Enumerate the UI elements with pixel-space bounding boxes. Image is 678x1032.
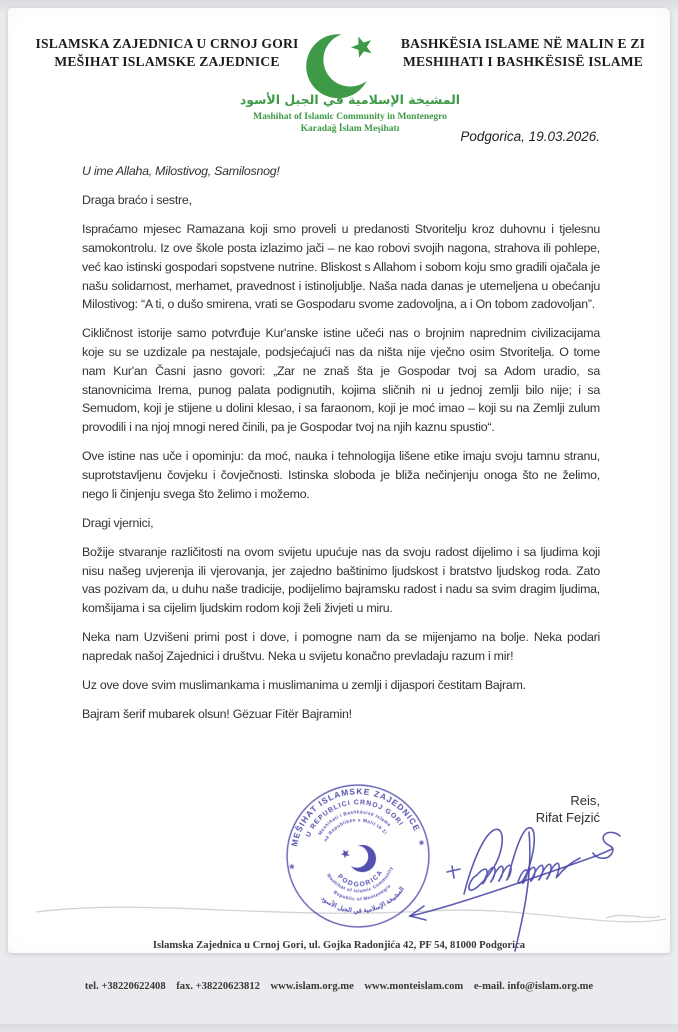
stamp-ring-text: në Republikën e Malit të Zi (322, 817, 389, 843)
letter-paragraph: Cikličnost istorije samo potvrđuje Kur'anske istine učeći nas o brojnim naprednim civilizacijama koje su se uzdizale pa nestajale, podsjećajući nas da ništa nije vječno osim Stvoritelja. O tome nam Kur'an Časni jasno govori: „Zar ne znaš šta je Gospodar tvoj sa Adom uradio, sa stanovnicima Irema, punog palata podignutih, kojima sličnih ni u jednoj zemlji bilo nije; i sa Semudom, koji je stijene u dolini klesao, i sa faraonom, koji je moć imao – koji su na Zemlji zulum provodili i na njoj mnogi nered činili, pa je Gospodar tvoj na njih kaznu spustio“. (82, 326, 600, 434)
stamp-deco-star-right: ✳ (418, 838, 426, 848)
stamp-arabic-text: المشيخة الإسلامية في الجبل الأسود (319, 885, 406, 915)
org-title-line1: ISLAMSKA ZAJEDNICA U CRNOJ GORI (35, 36, 299, 51)
letter-paragraph: Bajram šerif mubarek olsun! Gëzuar Fitër Bajramin! (82, 707, 352, 722)
stamp-city-text: PODGORICA (336, 868, 385, 889)
signature-icon (408, 820, 662, 953)
org-title-albanian (390, 35, 656, 71)
stamp-ring-text: Republic of Montenegro (332, 883, 392, 902)
letter-paragraph: Božije stvaranje različitosti na ovom svijetu upućuje nas da svoju radost dijelimo i sa ljudima koji nisu našeg uvjerenja ili vjerovanja, jer zajedno baštinimo ljudskost i bratstvo ljudskog roda. Zato vas pozivam da, u duhu naše tradicije, podijelimo bajramsku radost i nadu sa svim dragim ljudima, komšijama i sa cijelim ljudskim rodom koji želi živjeti u miru. (82, 544, 600, 616)
salutation: Draga braćo i sestre, (82, 193, 192, 208)
org-title-line2: MESHIHATI I BASHKËSISË ISLAME (402, 54, 644, 69)
stamp-crescent-star-icon (340, 843, 378, 874)
letter-paragraph: Ove istine nas uče i opominju: da moć, nauka i tehnologija lišene etike imaju svoju tamnu stranu, suprotstavljenu čovjeku i čovječnosti. Istinska sloboda je bliža nečinjenju onoga što ne želimo, nego li činjenju svega što želimo i možemo. (82, 449, 600, 501)
org-title-line1: BASHKËSIA ISLAME NË MALIN E ZI (400, 36, 646, 51)
stamp-ring-text: Meshihati i Bashkësisë Islame (317, 809, 392, 836)
letter-body (82, 162, 600, 735)
letter-paragraph: Uz ove dove svim muslimankama i muslimanima u zemlji i dijaspori čestitam Bajram. (82, 678, 526, 693)
bismillah-line: U ime Allaha, Milostivog, Samilosnog! (82, 164, 280, 178)
org-title-arabic: المشيخة الإسلامية في الجبل الأسود (239, 92, 461, 107)
org-subtitle-english: Mashihat of Islamic Community in Montenegro (253, 112, 447, 122)
letter-paragraph: Ispraćamo mjesec Ramazana koji smo proveli u predanosti Stvoritelju kroz duhovnu i tjelesnu samokontrolu. Iz ove škole posta izlazimo jači – ne kao robovi svojih nagona, strahova ili pohlepe, već kao istinski gospodari sopstvene nutrine. Bliskost s Allahom i sobom koju smo gradili ojačala je našu solidarnost, merhamet, pravednost i istinoljublje. Naša nada danas je utemeljena u obećanju Milostivog: “A ti, o dušo smirena, vrati se Gospodaru svome zadovoljna, a i On tobom zadovoljan”. (82, 222, 600, 312)
org-subtitle-turkish: Karadağ İslam Meşihatı (300, 124, 400, 134)
footer-address: Islamska Zajednica u Crnoj Gori, ul. Gojka Radonjića 42, PF 54, 81000 Podgorica (152, 940, 526, 951)
letter-page (8, 8, 670, 992)
org-title-bosnian (26, 35, 308, 71)
footer-contacts: tel. +38220622408 fax. +38220623812 www.islam.org.me www.monteislam.com e-mail. info@islam.org.me (84, 980, 594, 992)
stamp-deco-star-left: ✳ (288, 862, 296, 872)
salutation: Dragi vjernici, (82, 515, 154, 530)
signer-title: Reis, (570, 793, 600, 808)
place-and-date: Podgorica, 19.03.2026. (460, 129, 600, 144)
org-title-line2: MEŠIHAT ISLAMSKE ZAJEDNICE (54, 54, 280, 69)
stamp-ring-text: Mashihat of Islamic Community (326, 865, 394, 894)
letter-paragraph: Neka nam Uzvišeni primi post i dove, i pomogne nam da se mijenjamo na bolje. Neka podari napredak našoj Zajednici i društvu. Neka u svijetu konačno prevladaju razum i mir! (82, 630, 600, 663)
crescent-star-icon (303, 23, 383, 103)
signer-name: Rifat Fejzić (535, 810, 600, 825)
stamp-ring-text: U REPUBLICI CRNOJ GORI (305, 799, 405, 839)
stamp-ring-text: MEŠIHAT ISLAMSKE ZAJEDNICE (288, 786, 423, 848)
